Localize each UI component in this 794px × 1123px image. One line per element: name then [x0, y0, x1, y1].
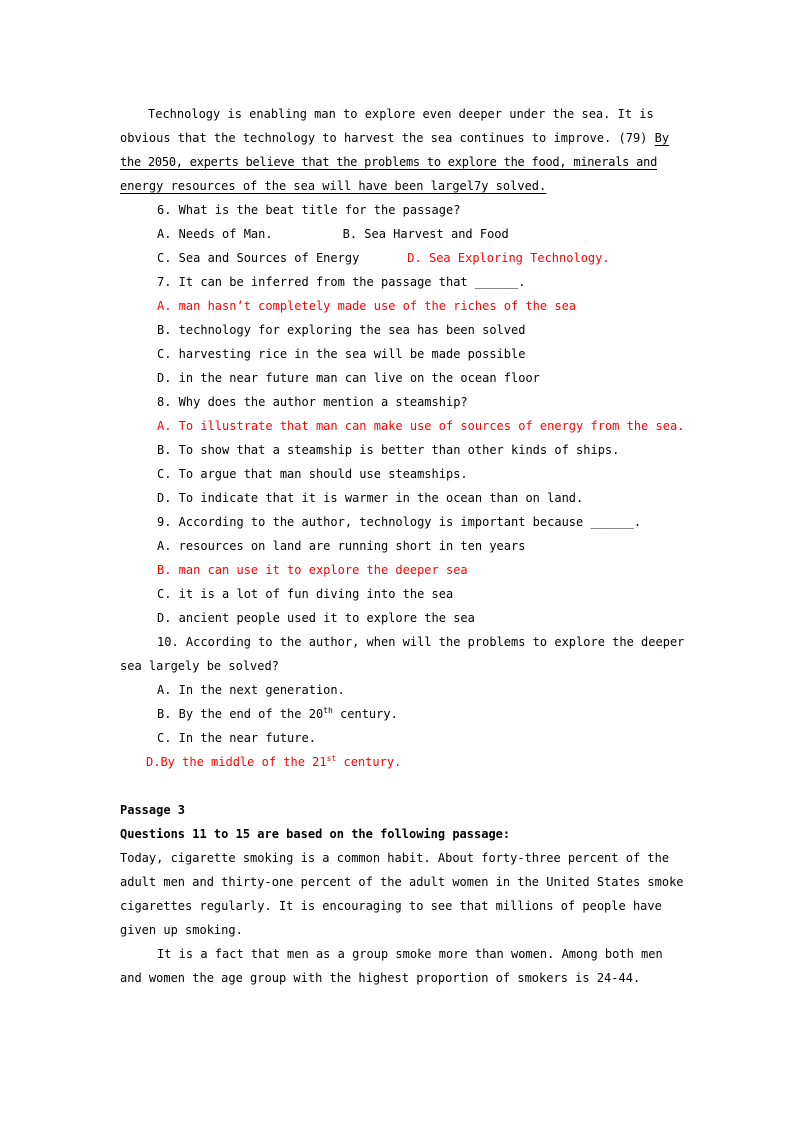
option-c: C. To argue that man should use steamships.: [157, 467, 468, 481]
question-stem: 8. Why does the author mention a steamship?: [157, 395, 468, 409]
option-c: C. In the near future.: [157, 731, 316, 745]
option-b: [120, 702, 680, 726]
paragraph-line: cigarettes regularly. It is encouraging to see that millions of people have: [120, 899, 662, 913]
option-c: C. harvesting rice in the sea will be made possible: [157, 347, 526, 361]
option-d-text-end: century.: [336, 755, 402, 769]
blank-line: [120, 774, 680, 798]
paragraph-line: [120, 174, 680, 198]
question-stem: 7. It can be inferred from the passage that ______.: [157, 275, 526, 289]
option-d-answer: D. Sea Exploring Technology.: [407, 251, 610, 265]
paragraph-line: given up smoking.: [120, 923, 243, 937]
section-heading: Passage 3: [120, 803, 186, 817]
option-a: A. In the next generation.: [157, 683, 345, 697]
option-a-answer: A. man hasn’t completely made use of the riches of the sea: [157, 299, 577, 313]
option-b-text: B. By the end of the 20: [157, 707, 324, 721]
ordinal-suffix: th: [323, 706, 333, 715]
option-c: C. Sea and Sources of Energy: [157, 251, 360, 265]
option-d-answer: [120, 750, 680, 774]
option-b: B. Sea Harvest and Food: [342, 227, 509, 241]
paragraph-line: and women the age group with the highest proportion of smokers is 24-44.: [120, 971, 641, 985]
paragraph-line: It is a fact that men as a group smoke more than women. Among both men: [157, 947, 663, 961]
option-a: A. resources on land are running short in ten years: [157, 539, 526, 553]
option-b-text-end: century.: [332, 707, 398, 721]
paragraph-line: Technology is enabling man to explore even deeper under the sea. It is: [148, 107, 654, 121]
paragraph-text: obvious that the technology to harvest the sea continues to improve. (79): [120, 131, 655, 145]
option-d: D. ancient people used it to explore the sea: [157, 611, 475, 625]
option-b-answer: B. man can use it to explore the deeper sea: [157, 563, 468, 577]
underlined-sentence: energy resources of the sea will have been largel7y solved.: [120, 179, 547, 193]
option-c: C. it is a lot of fun diving into the sea: [157, 587, 454, 601]
option-d-text: D.By the middle of the 21: [146, 755, 327, 769]
question-stem: 10. According to the author, when will the problems to explore the deeper: [157, 635, 685, 649]
paragraph-line: adult men and thirty-one percent of the adult women in the United States smoke: [120, 875, 684, 889]
option-a: A. Needs of Man.: [157, 227, 273, 241]
option-a-answer: A. To illustrate that man can make use of sources of energy from the sea.: [157, 419, 685, 433]
paragraph-line: [120, 126, 680, 150]
paragraph-line: Today, cigarette smoking is a common habit. About forty-three percent of the: [120, 851, 670, 865]
option-line: [120, 246, 680, 270]
option-line: [120, 222, 680, 246]
option-d: D. in the near future man can live on the ocean floor: [157, 371, 540, 385]
question-stem-continued: sea largely be solved?: [120, 659, 279, 673]
document-page: [120, 102, 685, 990]
underlined-sentence: By: [654, 131, 670, 145]
question-stem: 9. According to the author, technology is important because ______.: [157, 515, 642, 529]
ordinal-suffix: st: [326, 754, 337, 763]
paragraph-line: [120, 150, 680, 174]
question-stem: 6. What is the beat title for the passage?: [157, 203, 461, 217]
section-subheading: Questions 11 to 15 are based on the following passage:: [120, 827, 511, 841]
option-b: B. technology for exploring the sea has been solved: [157, 323, 526, 337]
underlined-sentence: the 2050, experts believe that the problems to explore the food, minerals and: [120, 155, 658, 169]
option-d: D. To indicate that it is warmer in the ocean than on land.: [157, 491, 584, 505]
option-b: B. To show that a steamship is better than other kinds of ships.: [157, 443, 620, 457]
